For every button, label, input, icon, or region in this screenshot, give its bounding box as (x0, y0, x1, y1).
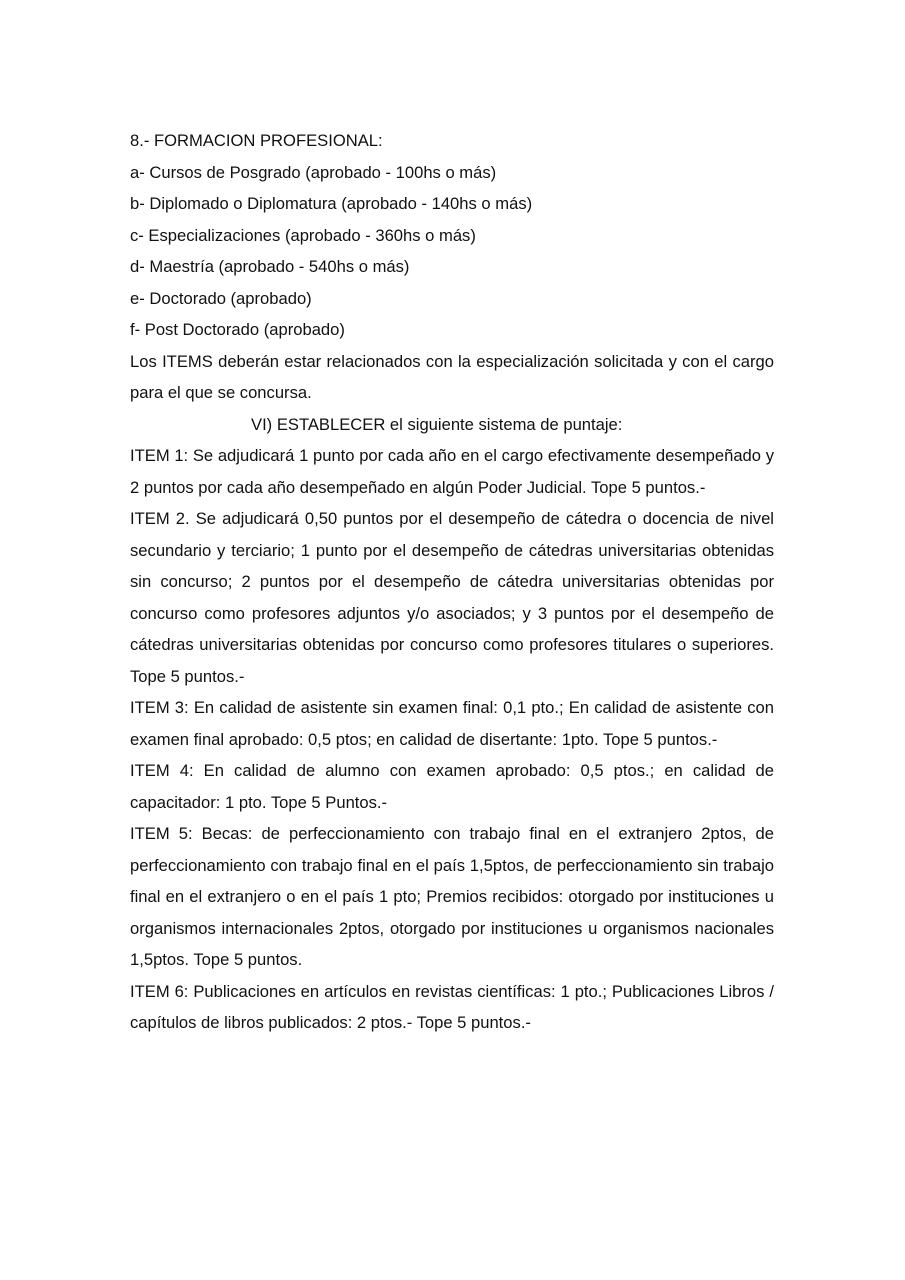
items-note: Los ITEMS deberán estar relacionados con la especialización solicitada y con el cargo para el que se concursa. (130, 351, 774, 402)
scoring-item-2: ITEM 2. Se adjudicará 0,50 puntos por el desempeño de cátedra o docencia de nivel secundario y terciario; 1 punto por el desempeño de cátedras universitarias obtenidas sin concurso; 2 puntos por el desempeño de cátedra universitarias obtenidas por concurso como profesores adjuntos y/o asociados; y 3 puntos por el desempeño de cátedras universitarias obtenidas por concurso como profesores titulares o superiores. Tope 5 puntos.- (130, 509, 774, 686)
section-heading: 8.- FORMACION PROFESIONAL: (130, 131, 383, 150)
document-page (130, 125, 774, 1039)
formation-item-f: f- Post Doctorado (aprobado) (130, 320, 345, 339)
formation-item-b: b- Diplomado o Diplomatura (aprobado - 140hs o más) (130, 194, 533, 213)
formation-item-c: c- Especializaciones (aprobado - 360hs o más) (130, 225, 476, 245)
formation-item-d: d- Maestría (aprobado - 540hs o más) (130, 257, 410, 276)
formation-item-e: e- Doctorado (aprobado) (130, 288, 312, 308)
scoring-item-4: ITEM 4: En calidad de alumno con examen aprobado: 0,5 ptos.; en calidad de capacitador: 1 pto. Tope 5 Puntos.- (130, 761, 774, 812)
formation-list (130, 157, 774, 346)
scoring-item-6: ITEM 6: Publicaciones en artículos en revistas científicas: 1 pto.; Publicaciones Libros / capítulos de libros publicados: 2 ptos.- Tope 5 puntos.- (130, 981, 774, 1032)
formation-item-a: a- Cursos de Posgrado (aprobado - 100hs o más) (130, 162, 497, 182)
scoring-item-3: ITEM 3: En calidad de asistente sin examen final: 0,1 pto.; En calidad de asistente con examen final aprobado: 0,5 ptos; en calidad de disertante: 1pto. Tope 5 puntos.- (130, 698, 774, 749)
scoring-item-1: ITEM 1: Se adjudicará 1 punto por cada año en el cargo efectivamente desempeñado y 2 puntos por cada año desempeñado en algún Poder Judicial. Tope 5 puntos.- (130, 446, 774, 497)
scoring-list (130, 440, 774, 1039)
scoring-item-5: ITEM 5: Becas: de perfeccionamiento con trabajo final en el extranjero 2ptos, de perfeccionamiento con trabajo final en el país 1,5ptos, de perfeccionamiento sin trabajo final en el extranjero o en el país 1 pto; Premios recibidos: otorgado por instituciones u organismos internacionales 2ptos, otorgado por instituciones u organismos nacionales 1,5ptos. Tope 5 puntos. (130, 824, 774, 969)
scoring-heading: VI) ESTABLECER el siguiente sistema de puntaje: (251, 414, 623, 434)
